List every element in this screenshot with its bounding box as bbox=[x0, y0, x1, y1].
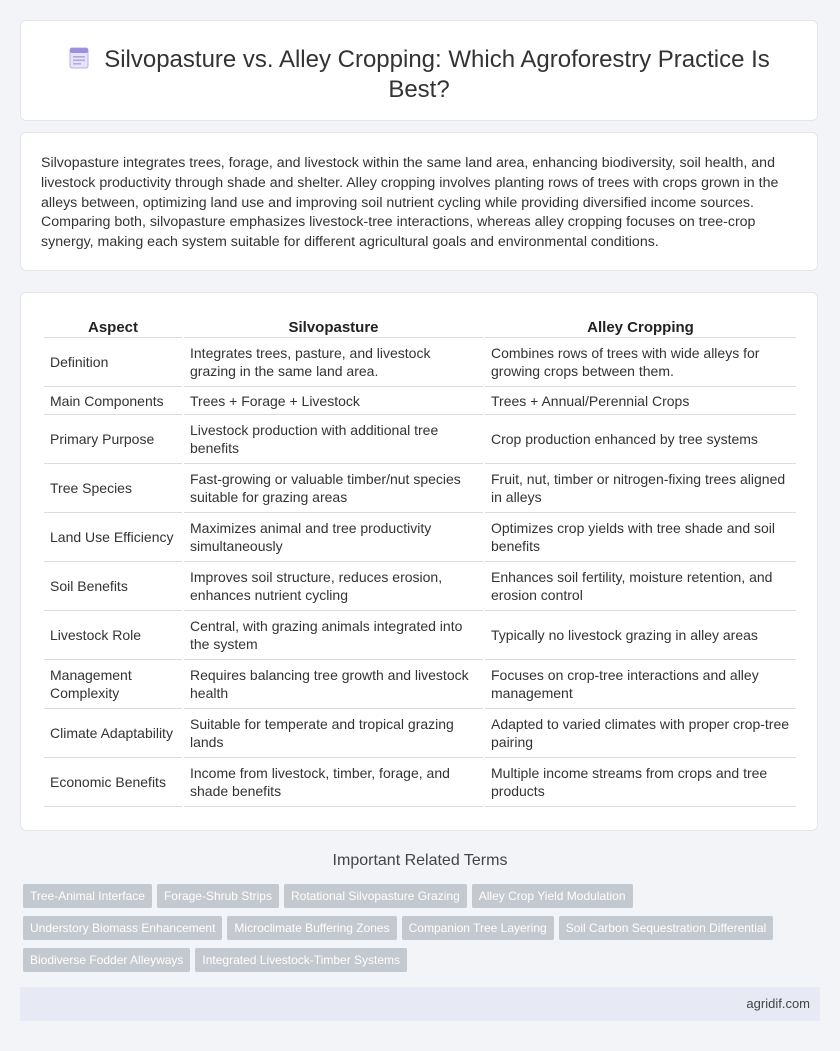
row-aspect: Livestock Role bbox=[44, 611, 182, 660]
row-silvopasture: Maximizes animal and tree productivity simultaneously bbox=[184, 513, 483, 562]
row-silvopasture: Suitable for temperate and tropical grazing lands bbox=[184, 709, 483, 758]
row-silvopasture: Trees + Forage + Livestock bbox=[184, 387, 483, 415]
row-alley-cropping: Enhances soil fertility, moisture retention, and erosion control bbox=[485, 562, 796, 611]
tag-link[interactable]: Forage-Shrub Strips bbox=[157, 884, 279, 908]
row-alley-cropping: Combines rows of trees with wide alleys for growing crops between them. bbox=[485, 338, 796, 387]
tag-link[interactable]: Tree-Animal Interface bbox=[23, 884, 152, 908]
summary-card bbox=[20, 132, 818, 271]
table-header-row bbox=[44, 315, 796, 338]
row-aspect: Land Use Efficiency bbox=[44, 513, 182, 562]
row-aspect: Management Complexity bbox=[44, 660, 182, 709]
row-aspect: Tree Species bbox=[44, 464, 182, 513]
comparison-table-card bbox=[20, 292, 818, 831]
footer-site-link[interactable]: agridif.com bbox=[746, 996, 810, 1011]
header-alley-cropping: Alley Cropping bbox=[485, 315, 796, 338]
row-silvopasture: Central, with grazing animals integrated into the system bbox=[184, 611, 483, 660]
table-row bbox=[44, 709, 796, 758]
table-row bbox=[44, 611, 796, 660]
row-alley-cropping: Focuses on crop-tree interactions and alley management bbox=[485, 660, 796, 709]
comparison-table bbox=[42, 315, 798, 807]
row-alley-cropping: Optimizes crop yields with tree shade and soil benefits bbox=[485, 513, 796, 562]
footer bbox=[20, 987, 820, 1021]
row-aspect: Primary Purpose bbox=[44, 415, 182, 464]
document-icon bbox=[68, 46, 90, 70]
row-alley-cropping: Adapted to varied climates with proper crop-tree pairing bbox=[485, 709, 796, 758]
row-aspect: Climate Adaptability bbox=[44, 709, 182, 758]
row-alley-cropping: Typically no livestock grazing in alley areas bbox=[485, 611, 796, 660]
header-aspect: Aspect bbox=[44, 315, 182, 338]
header-card bbox=[20, 20, 818, 121]
table-row bbox=[44, 415, 796, 464]
tag-link[interactable]: Companion Tree Layering bbox=[402, 916, 554, 940]
row-aspect: Economic Benefits bbox=[44, 758, 182, 807]
summary-text: Silvopasture integrates trees, forage, and livestock within the same land area, enhancing biodiversity, soil health, and livestock productivity through shade and shelter. Alley cropping involves planting rows of trees with crops grown in the alleys between, optimizing land use and improving soil nutrient cycling while providing diversified income sources. Comparing both, silvopasture emphasizes livestock-tree interactions, whereas alley cropping focuses on tree-crop synergy, making each system suitable for different agricultural goals and environmental conditions. bbox=[41, 155, 779, 251]
row-alley-cropping: Trees + Annual/Perennial Crops bbox=[485, 387, 796, 415]
table-row bbox=[44, 758, 796, 807]
row-alley-cropping: Multiple income streams from crops and tree products bbox=[485, 758, 796, 807]
tag-link[interactable]: Soil Carbon Sequestration Differential bbox=[559, 916, 774, 940]
table-row bbox=[44, 464, 796, 513]
tag-link[interactable]: Understory Biomass Enhancement bbox=[23, 916, 222, 940]
tag-link[interactable]: Alley Crop Yield Modulation bbox=[472, 884, 633, 908]
table-row bbox=[44, 338, 796, 387]
tag-link[interactable]: Rotational Silvopasture Grazing bbox=[284, 884, 467, 908]
table-row bbox=[44, 660, 796, 709]
row-silvopasture: Requires balancing tree growth and livestock health bbox=[184, 660, 483, 709]
page-title-row bbox=[21, 45, 817, 105]
table-row bbox=[44, 562, 796, 611]
row-silvopasture: Livestock production with additional tree benefits bbox=[184, 415, 483, 464]
related-terms-tags bbox=[23, 884, 823, 980]
table-row bbox=[44, 513, 796, 562]
row-silvopasture: Income from livestock, timber, forage, and shade benefits bbox=[184, 758, 483, 807]
tag-link[interactable]: Integrated Livestock-Timber Systems bbox=[195, 948, 407, 972]
row-aspect: Soil Benefits bbox=[44, 562, 182, 611]
header-silvopasture: Silvopasture bbox=[184, 315, 483, 338]
related-terms-title: Important Related Terms bbox=[332, 852, 508, 869]
row-alley-cropping: Crop production enhanced by tree systems bbox=[485, 415, 796, 464]
table-row bbox=[44, 387, 796, 415]
tag-link[interactable]: Microclimate Buffering Zones bbox=[227, 916, 396, 940]
tag-link[interactable]: Biodiverse Fodder Alleyways bbox=[23, 948, 190, 972]
row-aspect: Definition bbox=[44, 338, 182, 387]
row-alley-cropping: Fruit, nut, timber or nitrogen-fixing trees aligned in alleys bbox=[485, 464, 796, 513]
row-silvopasture: Improves soil structure, reduces erosion, enhances nutrient cycling bbox=[184, 562, 483, 611]
row-silvopasture: Fast-growing or valuable timber/nut species suitable for grazing areas bbox=[184, 464, 483, 513]
row-silvopasture: Integrates trees, pasture, and livestock grazing in the same land area. bbox=[184, 338, 483, 387]
row-aspect: Main Components bbox=[44, 387, 182, 415]
page-title: Silvopasture vs. Alley Cropping: Which Agroforestry Practice Is Best? bbox=[104, 46, 770, 103]
